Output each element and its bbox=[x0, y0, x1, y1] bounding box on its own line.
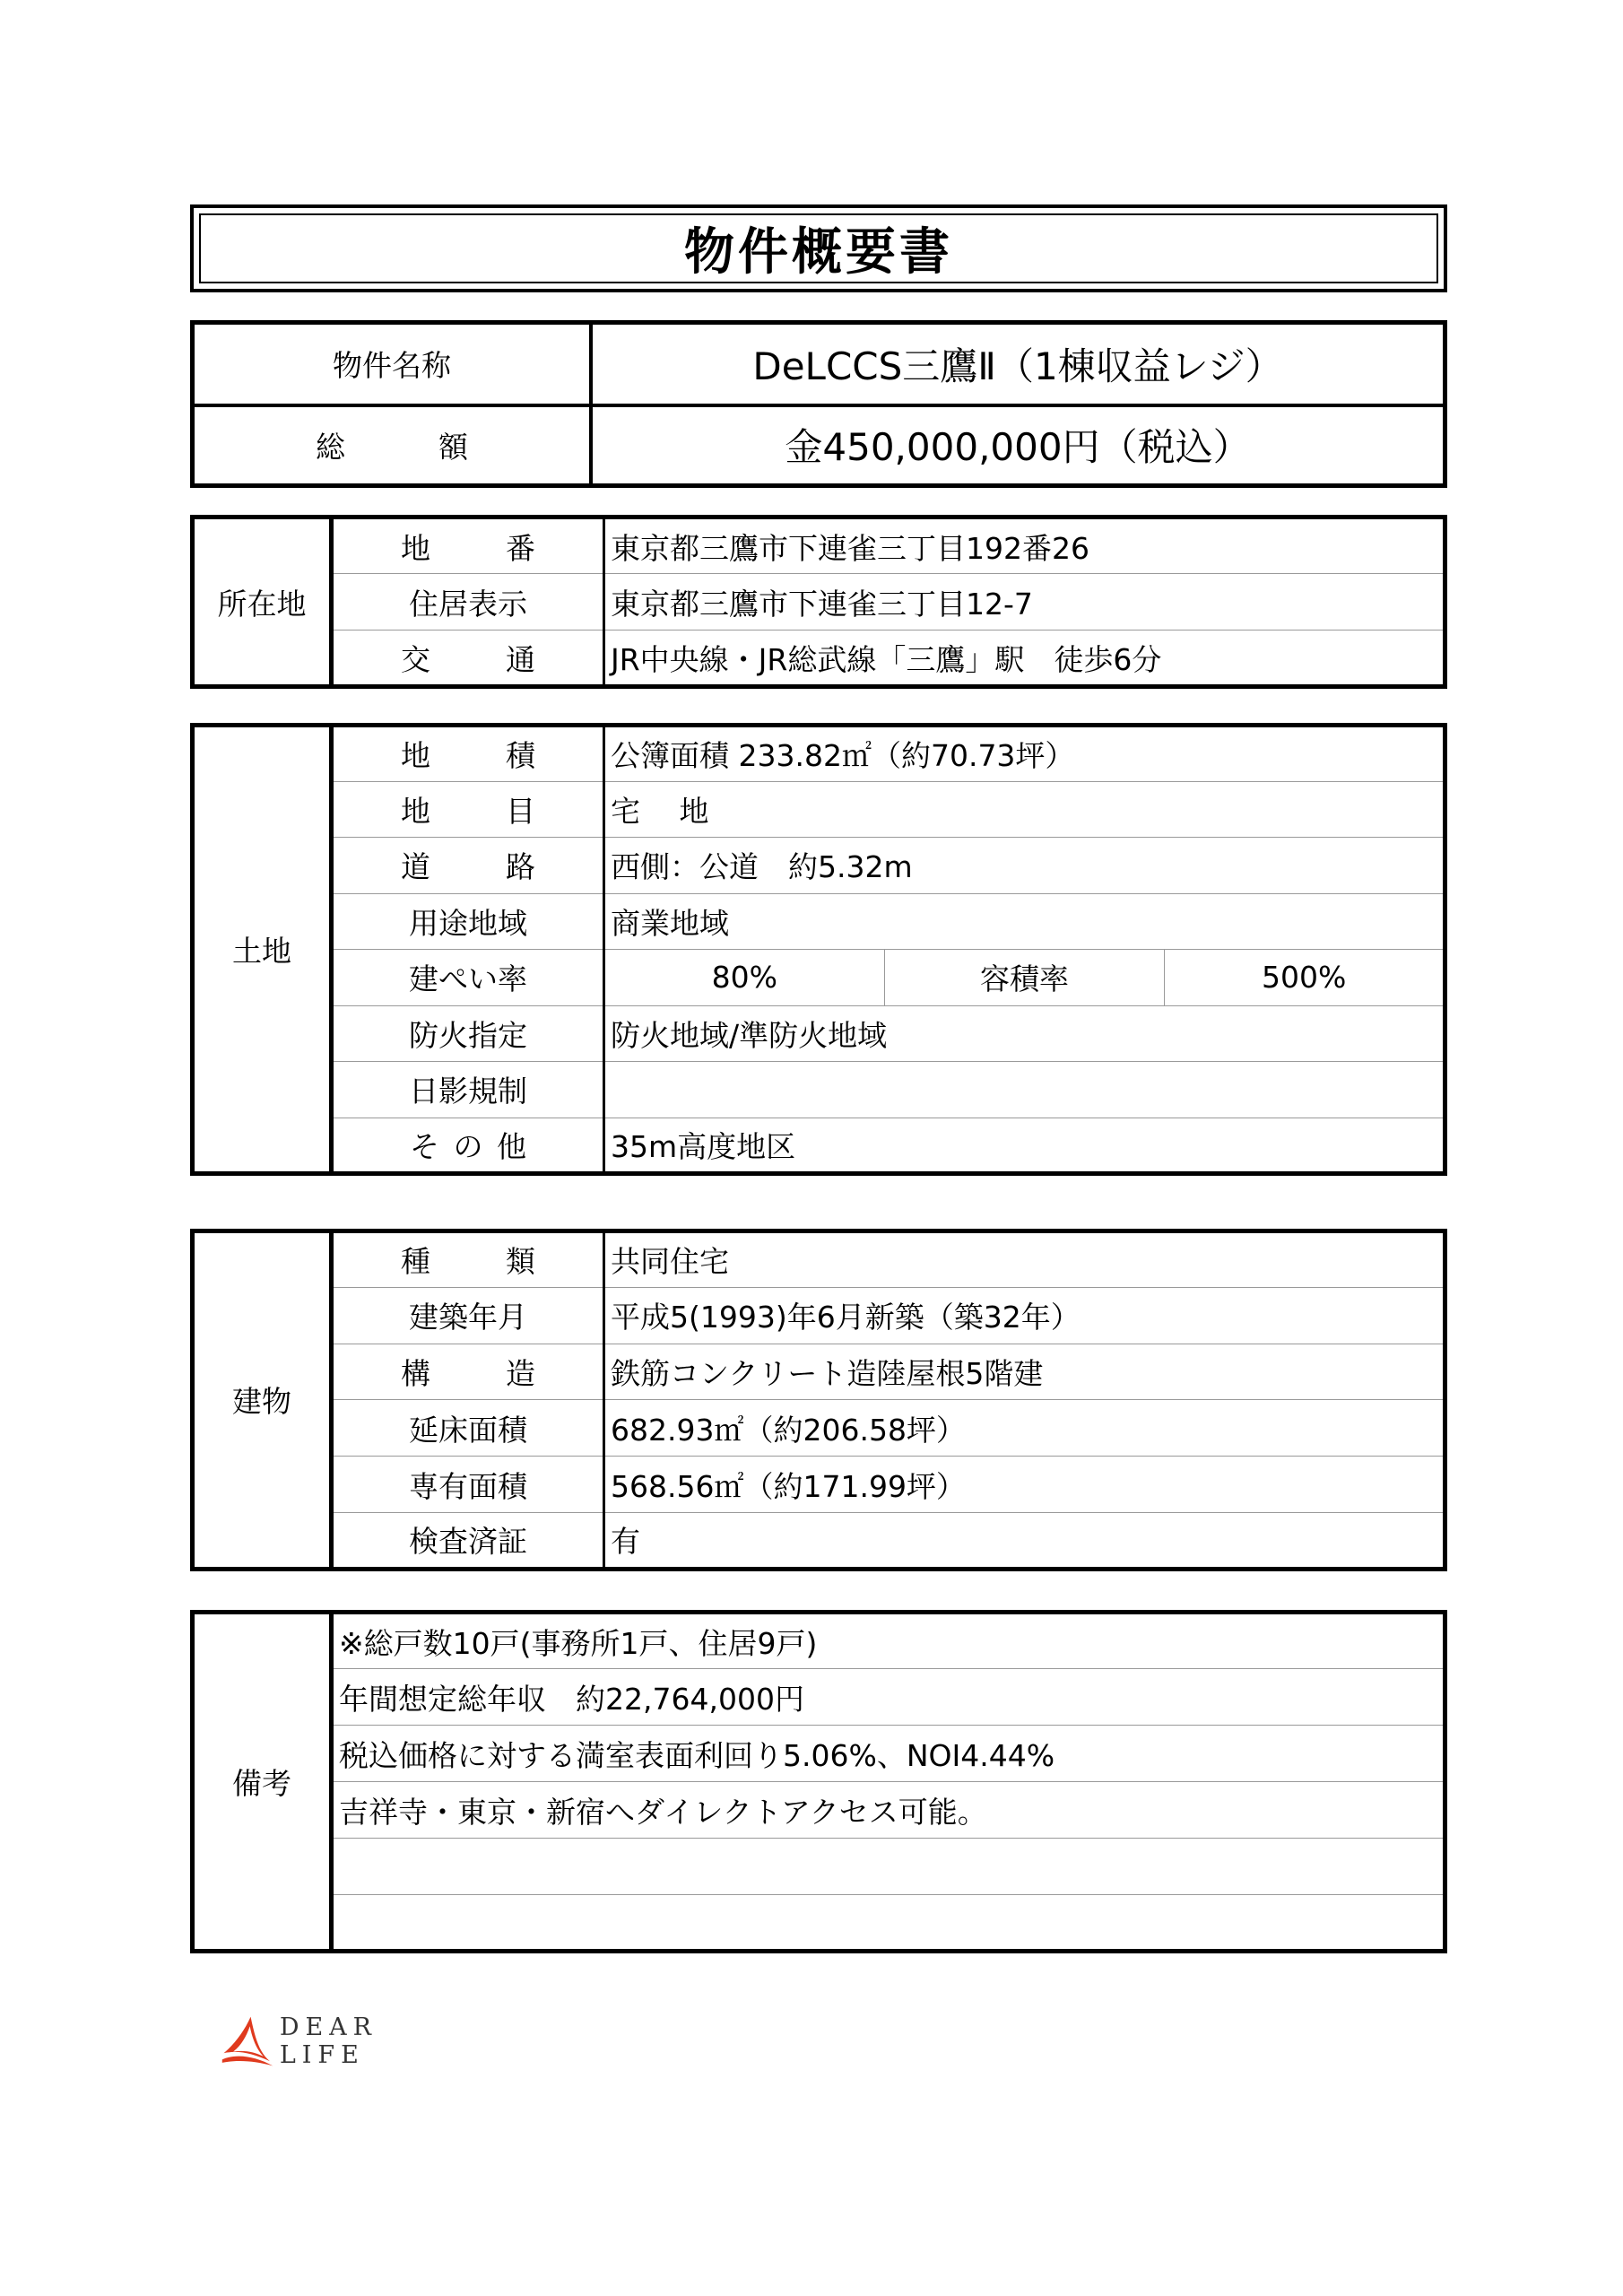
property-name-label: 物件名称 bbox=[193, 323, 592, 405]
row-label bbox=[332, 726, 604, 782]
table-row bbox=[193, 1782, 1445, 1839]
row-label bbox=[332, 1118, 604, 1174]
row-label bbox=[332, 631, 604, 687]
row-label: 住居表示 bbox=[332, 574, 604, 631]
table-row bbox=[193, 1839, 1445, 1895]
remark-line bbox=[332, 1839, 1445, 1895]
table-row bbox=[193, 631, 1445, 687]
row-label: 建築年月 bbox=[332, 1287, 604, 1344]
far-value: 500% bbox=[1165, 950, 1445, 1006]
row-label bbox=[332, 1231, 604, 1288]
table-row bbox=[193, 781, 1445, 838]
far-label: 容積率 bbox=[884, 950, 1165, 1006]
row-label bbox=[332, 517, 604, 574]
label-char: 地 bbox=[401, 530, 430, 566]
table-row bbox=[193, 323, 1445, 405]
remark-line bbox=[332, 1895, 1445, 1952]
label-char: 道 bbox=[401, 849, 430, 885]
remarks-table bbox=[190, 1610, 1447, 1953]
table-row bbox=[193, 1400, 1445, 1457]
label-char: 額 bbox=[438, 429, 468, 465]
label-char: 番 bbox=[506, 530, 535, 566]
table-row bbox=[193, 1118, 1445, 1174]
coverage-label: 建ぺい率 bbox=[332, 950, 604, 1006]
row-value: 平成5(1993)年6月新築（築32年） bbox=[604, 1287, 1445, 1344]
label-char: 造 bbox=[506, 1355, 535, 1391]
coverage-value: 80% bbox=[604, 950, 885, 1006]
logo-text: DEAR LIFE bbox=[279, 2013, 378, 2069]
table-row bbox=[193, 1231, 1445, 1288]
row-value: 682.93㎡（約206.58坪） bbox=[604, 1400, 1445, 1457]
location-rows bbox=[193, 517, 1445, 687]
label-char: 目 bbox=[506, 793, 535, 829]
table-row bbox=[193, 1895, 1445, 1952]
label-char: 地 bbox=[401, 738, 430, 774]
row-value: 防火地域/準防火地域 bbox=[604, 1005, 1445, 1062]
row-label: 日影規制 bbox=[332, 1062, 604, 1118]
table-row bbox=[193, 726, 1445, 782]
table-row bbox=[193, 950, 1445, 1006]
row-label: 専有面積 bbox=[332, 1457, 604, 1513]
row-label bbox=[332, 781, 604, 838]
label-char: 地 bbox=[401, 793, 430, 829]
remarks-rows bbox=[193, 1613, 1445, 1952]
row-value: 商業地域 bbox=[604, 893, 1445, 950]
label-char: 種 bbox=[401, 1244, 430, 1280]
table-row bbox=[193, 1669, 1445, 1726]
row-value: 宅 地 bbox=[604, 781, 1445, 838]
document-title: 物件概要書 bbox=[199, 213, 1438, 283]
row-label bbox=[332, 838, 604, 894]
row-label: 延床面積 bbox=[332, 1400, 604, 1457]
row-value: 東京都三鷹市下連雀三丁目192番26 bbox=[604, 517, 1445, 574]
label-char: 通 bbox=[506, 641, 535, 677]
dear-life-logo bbox=[221, 2005, 454, 2077]
row-label bbox=[332, 1344, 604, 1400]
label-char: 交 bbox=[401, 641, 430, 677]
remark-line: 税込価格に対する満室表面利回り5.06%、NOI4.44% bbox=[332, 1726, 1445, 1782]
table-row bbox=[193, 1344, 1445, 1400]
label-char: そ bbox=[410, 1128, 439, 1164]
table-row bbox=[193, 1613, 1445, 1669]
row-label: 防火指定 bbox=[332, 1005, 604, 1062]
remark-line: 年間想定総年収 約22,764,000円 bbox=[332, 1669, 1445, 1726]
table-row bbox=[193, 1512, 1445, 1569]
label-char: 積 bbox=[506, 738, 535, 774]
row-value bbox=[604, 1062, 1445, 1118]
land-rows bbox=[193, 726, 1445, 1174]
label-char: 路 bbox=[506, 849, 535, 885]
summary-table bbox=[190, 320, 1447, 488]
label-char: の bbox=[453, 1128, 483, 1164]
table-row bbox=[193, 1726, 1445, 1782]
land-table bbox=[190, 723, 1447, 1176]
section-label: 備考 bbox=[193, 1613, 332, 1952]
building-rows bbox=[193, 1231, 1445, 1570]
table-row bbox=[193, 574, 1445, 631]
row-value: 有 bbox=[604, 1512, 1445, 1569]
row-value: 西側：公道 約5.32m bbox=[604, 838, 1445, 894]
row-label: 用途地域 bbox=[332, 893, 604, 950]
row-value: 35m高度地区 bbox=[604, 1118, 1445, 1174]
table-row bbox=[193, 517, 1445, 574]
row-value: 鉄筋コンクリート造陸屋根5階建 bbox=[604, 1344, 1445, 1400]
row-value: 共同住宅 bbox=[604, 1231, 1445, 1288]
location-table bbox=[190, 515, 1447, 689]
label-char: 他 bbox=[497, 1128, 526, 1164]
label-char: 構 bbox=[401, 1355, 430, 1391]
label-char: 類 bbox=[506, 1244, 535, 1280]
section-label: 所在地 bbox=[193, 517, 332, 687]
table-row bbox=[193, 1062, 1445, 1118]
building-table bbox=[190, 1229, 1447, 1571]
section-label: 建物 bbox=[193, 1231, 332, 1570]
section-label: 土地 bbox=[193, 726, 332, 1174]
remark-line: 吉祥寺・東京・新宿へダイレクトアクセス可能。 bbox=[332, 1782, 1445, 1839]
table-row bbox=[193, 838, 1445, 894]
dear-life-logo-icon bbox=[221, 2010, 276, 2073]
table-row bbox=[193, 1005, 1445, 1062]
row-value: 公簿面積 233.82㎡（約70.73坪） bbox=[604, 726, 1445, 782]
total-price-value: 金450,000,000円（税込） bbox=[591, 405, 1445, 486]
row-label: 検査済証 bbox=[332, 1512, 604, 1569]
table-row bbox=[193, 1457, 1445, 1513]
title-box bbox=[190, 204, 1447, 292]
table-row bbox=[193, 405, 1445, 486]
table-row bbox=[193, 893, 1445, 950]
property-name-value: DeLCCS三鷹Ⅱ（1棟収益レジ） bbox=[591, 323, 1445, 405]
label-char: 総 bbox=[316, 429, 345, 465]
table-row bbox=[193, 1287, 1445, 1344]
row-value: JR中央線・JR総武線「三鷹」駅 徒歩6分 bbox=[604, 631, 1445, 687]
remark-line: ※総戸数10戸(事務所1戸、住居9戸) bbox=[332, 1613, 1445, 1669]
row-value: 東京都三鷹市下連雀三丁目12-7 bbox=[604, 574, 1445, 631]
total-price-label bbox=[193, 405, 592, 486]
row-value: 568.56㎡（約171.99坪） bbox=[604, 1457, 1445, 1513]
